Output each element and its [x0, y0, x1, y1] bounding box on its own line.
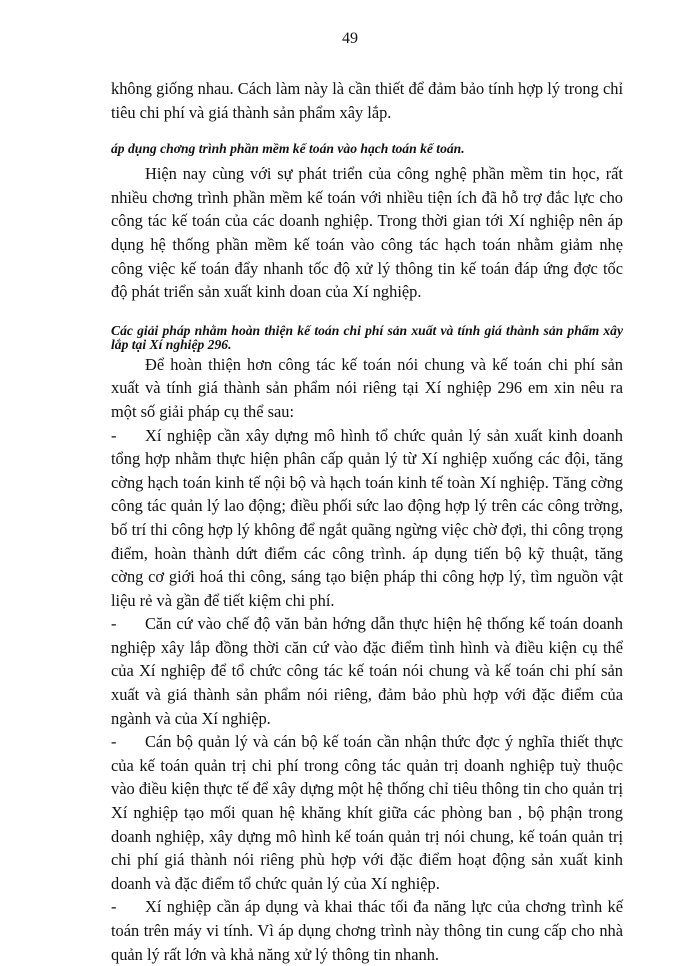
bullet-text-1: Xí nghiệp cần xây dựng mô hình tổ chức quản lý sản xuất kinh doanh tổng hợp nhằm thực hiện phân cấp quản lý từ Xí nghiệp xuống các đội, tăng cờng hạch toán kinh tế nội bộ và hạch toán kinh tế toàn Xí nghiệp. Tăng cờng công tác quản lý lao động; điều phối sức lao động hợp lý trên các công trờng, bố trí thi công hợp lý không để ngắt quãng ngừng việc chờ đợi, thi công trọng điểm, hoàn thành dứt điểm các công trình. áp dụng tiến bộ kỹ thuật, tăng cờng cơ giới hoá thi công, sáng tạo biện pháp thi công hợp lý, tìm nguồn vật liệu rẻ và gần để tiết kiệm chi phí.: [111, 425, 623, 610]
document-body: [111, 77, 623, 966]
bullet-item-4: [111, 895, 623, 966]
section-heading-solutions: Các giải pháp nhằm hoàn thiện kế toán chi phí sản xuất và tính giá thành sản phẩm xây lắp tại Xí nghiệp 296.: [111, 322, 623, 352]
page-number: 49: [342, 30, 358, 47]
bullet-item-1: [111, 424, 623, 613]
bullet-text-4: Xí nghiệp cần áp dụng và khai thác tối đa năng lực của chơng trình kế toán trên máy vi tính. Vì áp dụng chơng trình này thông tin cung cấp cho nhà quản lý rất lớn và khả năng xử lý thông tin nhanh.: [111, 897, 623, 964]
paragraph-solutions-intro: Để hoàn thiện hơn công tác kế toán nói chung và kế toán chi phí sản xuất và tính giá thành sản phẩm nói riêng tại Xí nghiệp 296 em xin nêu ra một số giải pháp cụ thể sau:: [111, 354, 623, 421]
dash-marker: -: [111, 614, 117, 634]
bullet-text-2: Căn cứ vào chế độ văn bản hớng dẫn thực hiện hệ thống kế toán doanh nghiệp xây lắp đồng thời căn cứ vào đặc điểm tình hình và điều kiện cụ thể của Xí nghiệp để tổ chức công tác kế toán nói chung và kế toán chi phí sản xuất và giá thành sản phẩm nói riêng, đảm bảo phù hợp với đặc điểm của ngành và của Xí nghiệp.: [111, 614, 623, 728]
bullet-item-2: [111, 612, 623, 730]
bullet-item-3: [111, 730, 623, 895]
bullet-text-3: Cán bộ quản lý và cán bộ kế toán cần nhận thức đợc ý nghĩa thiết thực của kế toán quản trị chi phí trong công tác quản trị doanh nghiệp tuỳ thuộc vào điều kiện thực tế để xây dựng một hệ thống chỉ tiêu thông tin cho quản trị Xí nghiệp tạo mối quan hệ khăng khít giữa các phòng ban , bộ phận trong doanh nghiệp, xây dựng mô hình kế toán quản trị nói chung, kế toán quản trị chi phí giá thành nói riêng phù hợp với đặc điểm hoạt động sản xuất kinh doanh và đặc điểm tổ chức quản lý của Xí nghiệp.: [111, 732, 623, 893]
dash-marker: -: [111, 732, 117, 752]
paragraph-continuation: không giống nhau. Cách làm này là cần thiết để đảm bảo tính hợp lý trong chỉ tiêu chi phí và giá thành sản phẩm xây lắp.: [111, 79, 623, 122]
dash-marker: -: [111, 897, 117, 917]
section-heading-software: áp dụng chơng trình phần mềm kế toán vào hạch toán kế toán.: [111, 141, 465, 157]
dash-marker: -: [111, 425, 117, 445]
paragraph-software: Hiện nay cùng với sự phát triển của công nghệ phần mềm tin học, rất nhiều chơng trình phần mềm kế toán với nhiều tiện ích đã hỗ trợ đắc lực cho công tác kế toán của các doanh nghiệp. Trong thời gian tới Xí nghiệp nên áp dụng hệ thống phần mềm kế toán vào công tác hạch toán nhằm giảm nhẹ công việc kế toán đẩy nhanh tốc độ xử lý thông tin kế toán đáp ứng đợc tốc độ phát triển sản xuất kinh doan của Xí nghiệp.: [111, 164, 623, 302]
